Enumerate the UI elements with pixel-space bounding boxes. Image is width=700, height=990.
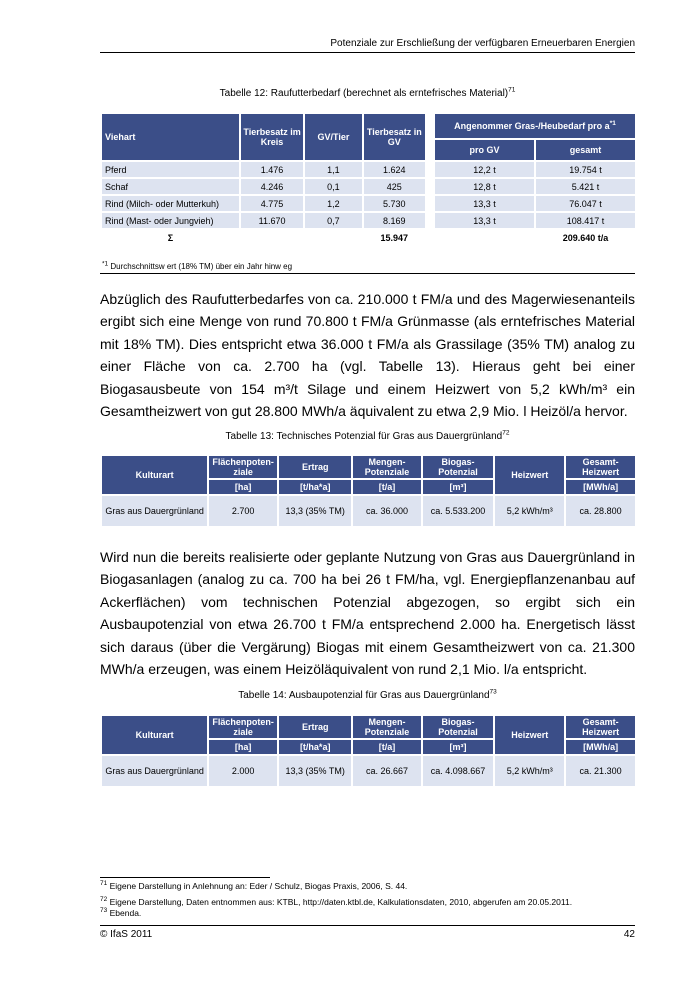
table14-col-mengen: Mengen-Potenziale bbox=[353, 716, 420, 738]
table13-col-heizwert: Heizwert bbox=[495, 456, 564, 494]
table13 bbox=[100, 454, 637, 528]
table13-col-kulturart: Kulturart bbox=[102, 456, 207, 494]
table13-col-biogas: Biogas-Potenzial bbox=[423, 456, 494, 478]
cell-gesamt: 108.417 t bbox=[536, 213, 635, 228]
table-row bbox=[102, 162, 425, 177]
table12-col-tierbesatz: Tierbesatz im Kreis bbox=[241, 114, 303, 160]
footer-copyright: © IfaS 2011 bbox=[100, 929, 153, 940]
page-number: 42 bbox=[623, 929, 635, 940]
cell-ertrag: 13,3 (35% TM) bbox=[279, 496, 351, 526]
table13-unit-ertrag: [t/ha*a] bbox=[279, 480, 351, 494]
cell-biogas: ca. 5.533.200 bbox=[423, 496, 494, 526]
table14-caption-text: Tabelle 14: Ausbaupotenzial für Gras aus Dauergrünland bbox=[238, 690, 490, 701]
table12-right-header-footnote: *1 bbox=[609, 120, 616, 127]
table13-unit-biogas: [m³] bbox=[423, 480, 494, 494]
table14-caption-footnote: 73 bbox=[489, 688, 497, 696]
cell-gesamt: 5.421 t bbox=[536, 179, 635, 194]
cell-viehart: Rind (Mast- oder Jungvieh) bbox=[102, 213, 239, 228]
table-row bbox=[102, 196, 425, 211]
sum-symbol: Σ bbox=[102, 230, 239, 245]
table12-caption bbox=[100, 88, 635, 99]
sum-gv: 15.947 bbox=[364, 230, 425, 245]
table14-col-biogas: Biogas-Potenzial bbox=[423, 716, 494, 738]
table13-col-gesamt: Gesamt-Heizwert bbox=[566, 456, 635, 478]
body-paragraph-2: Wird nun die bereits realisierte oder geplante Nutzung von Gras aus Dauergrünland in Biogasanlagen (analog zu ca. 700 ha bei 26 t FM/ha, vgl. Energiepflanzenanbau auf Ackerflächen) vom technischen Potenzial abgezogen, so ergibt sich ein Ausbaupotenzial von etwa 26.700 t FM/a entsprechend 2.000 ha. Energetisch lässt sich daraus (über die Vergärung) Biogas mit einem Gesamtheizwert von ca. 21.300 MWh/a erzeugen, was einem Heizöläquivalent von rund 2,1 Mio. l/a entspricht. bbox=[100, 549, 635, 678]
footnote-number: 71 bbox=[100, 880, 108, 888]
table13-unit-gesamt: [MWh/a] bbox=[566, 480, 635, 494]
sum-row bbox=[435, 230, 635, 245]
table14-col-gesamt: Gesamt-Heizwert bbox=[566, 716, 635, 738]
table-row bbox=[102, 213, 425, 228]
table12-right-header: Angenommer Gras-/Heubedarf pro $a^{*1}$ bbox=[435, 114, 635, 138]
body-paragraph-1: Abzüglich des Raufutterbedarfes von ca. 210.000 t FM/a und des Magerwiesenanteils ergibt sich eine Menge von rund 70.800 t FM/a Grünmasse (als erntefrisches Material mit 18% TM). Dies entspricht etwa 36.000 t FM/a als Grassilage (35% TM) analog zu einer Fläche von ca. 2.700 ha (vgl. Tabelle 13). Hieraus geht bei einer Biogasausbeute von 154 m³/t Silage und einem Heizwert von 5,2 kWh/m³ ein Gesamtheizwert von gut 28.800 MWh/a äquivalent zu etwa 2,9 Mio. l Heizöl/a hervor. bbox=[100, 291, 635, 420]
cell-viehart: Rind (Milch- oder Mutterkuh) bbox=[102, 196, 239, 211]
cell-mengen: ca. 26.667 bbox=[353, 756, 420, 786]
cell-tierbesatz: 4.775 bbox=[241, 196, 303, 211]
table12-left bbox=[100, 112, 427, 247]
table13-col-mengen: Mengen-Potenziale bbox=[353, 456, 420, 478]
cell-tierbesatz: 4.246 bbox=[241, 179, 303, 194]
cell-pro-gv: 13,3 t bbox=[435, 213, 534, 228]
table14 bbox=[100, 714, 637, 788]
table13-col-ertrag: Ertrag bbox=[279, 456, 351, 478]
table14-unit-ertrag: [t/ha*a] bbox=[279, 740, 351, 754]
table-row bbox=[102, 496, 635, 526]
running-header: Potenziale zur Erschließung der verfügbaren Erneuerbaren Energien bbox=[330, 38, 635, 49]
cell-ertrag: 13,3 (35% TM) bbox=[279, 756, 351, 786]
footnote-71 bbox=[100, 881, 407, 891]
table14-unit-flaeche: [ha] bbox=[209, 740, 277, 754]
cell-gv: 1.624 bbox=[364, 162, 425, 177]
table14-col-ertrag: Ertrag bbox=[279, 716, 351, 738]
cell-pro-gv: 12,2 t bbox=[435, 162, 534, 177]
footnote-divider bbox=[100, 877, 270, 878]
footnote-72 bbox=[100, 897, 572, 907]
cell-kulturart: Gras aus Dauergrünland bbox=[102, 496, 207, 526]
footnote-text: Eigene Darstellung, Daten entnommen aus: KTBL, http://daten.ktbl.de, Kalkulationsdaten, 2010, abgerufen am 20.05.2011. bbox=[109, 897, 573, 907]
cell-gesamt: ca. 21.300 bbox=[566, 756, 635, 786]
cell-gv-tier: 0,1 bbox=[305, 179, 361, 194]
table14-caption bbox=[100, 690, 635, 701]
cell-gv: 5.730 bbox=[364, 196, 425, 211]
cell-pro-gv: 12,8 t bbox=[435, 179, 534, 194]
cell-pro-gv: 13,3 t bbox=[435, 196, 534, 211]
cell-tierbesatz: 11.670 bbox=[241, 213, 303, 228]
cell-kulturart: Gras aus Dauergrünland bbox=[102, 756, 207, 786]
table12-col-gv-tier: GV/Tier bbox=[305, 114, 361, 160]
table-row bbox=[435, 213, 635, 228]
table-row bbox=[435, 196, 635, 211]
table12-caption-footnote: 71 bbox=[508, 86, 516, 94]
table13-caption bbox=[100, 431, 635, 442]
cell-gv-tier: 0,7 bbox=[305, 213, 361, 228]
cell-flaeche: 2.700 bbox=[209, 496, 277, 526]
table14-col-heizwert: Heizwert bbox=[495, 716, 564, 754]
footnote-text: Ebenda. bbox=[109, 908, 142, 918]
cell-biogas: ca. 4.098.667 bbox=[423, 756, 494, 786]
footnote-number: 72 bbox=[100, 896, 108, 904]
table12-col-pro-gv: pro GV bbox=[435, 140, 534, 160]
cell-heizwert: 5,2 kWh/m³ bbox=[495, 496, 564, 526]
cell-gv-tier: 1,2 bbox=[305, 196, 361, 211]
cell-flaeche: 2.000 bbox=[209, 756, 277, 786]
table12-note bbox=[102, 262, 292, 271]
sum-gesamt: 209.640 t/a bbox=[536, 230, 635, 245]
header-divider bbox=[100, 52, 635, 53]
table12-col-tierbesatz-gv: Tierbesatz in GV bbox=[364, 114, 425, 160]
table12-note-marker: *1 bbox=[102, 260, 109, 268]
table13-caption-footnote: 72 bbox=[502, 429, 510, 437]
cell-gesamt: 19.754 t bbox=[536, 162, 635, 177]
cell-gv: 8.169 bbox=[364, 213, 425, 228]
table14-unit-gesamt: [MWh/a] bbox=[566, 740, 635, 754]
table13-unit-flaeche: [ha] bbox=[209, 480, 277, 494]
table-row bbox=[435, 162, 635, 177]
sum-row bbox=[102, 230, 425, 245]
table13-caption-text: Tabelle 13: Technisches Potenzial für Gras aus Dauergrünland bbox=[225, 431, 503, 442]
cell-mengen: ca. 36.000 bbox=[353, 496, 420, 526]
table14-unit-biogas: [m³] bbox=[423, 740, 494, 754]
cell-tierbesatz: 1.476 bbox=[241, 162, 303, 177]
table-row bbox=[102, 756, 635, 786]
cell-gesamt: ca. 28.800 bbox=[566, 496, 635, 526]
cell-viehart: Pferd bbox=[102, 162, 239, 177]
cell-gesamt: 76.047 t bbox=[536, 196, 635, 211]
table12-col-gesamt: gesamt bbox=[536, 140, 635, 160]
table12-note-text: Durchschnittsw ert (18% TM) über ein Jahr hinw eg bbox=[108, 262, 293, 271]
table12-right bbox=[433, 112, 637, 247]
table12-bottom-rule bbox=[100, 273, 635, 274]
table13-col-flaeche: Flächenpoten-ziale bbox=[209, 456, 277, 478]
table13-unit-mengen: [t/a] bbox=[353, 480, 420, 494]
footer-divider bbox=[100, 925, 635, 926]
footnote-73 bbox=[100, 908, 141, 918]
table-row bbox=[102, 179, 425, 194]
table14-col-flaeche: Flächenpoten-ziale bbox=[209, 716, 277, 738]
footnote-text: Eigene Darstellung in Anlehnung an: Eder / Schulz, Biogas Praxis, 2006, S. 44. bbox=[109, 881, 408, 891]
footnote-number: 73 bbox=[100, 907, 108, 915]
cell-gv: 425 bbox=[364, 179, 425, 194]
table14-col-kulturart: Kulturart bbox=[102, 716, 207, 754]
cell-viehart: Schaf bbox=[102, 179, 239, 194]
cell-gv-tier: 1,1 bbox=[305, 162, 361, 177]
table-row bbox=[435, 179, 635, 194]
cell-heizwert: 5,2 kWh/m³ bbox=[495, 756, 564, 786]
table12-caption-text: Tabelle 12: Raufutterbedarf (berechnet als erntefrisches Material) bbox=[219, 88, 509, 99]
table14-unit-mengen: [t/a] bbox=[353, 740, 420, 754]
table12-col-viehart: Viehart bbox=[102, 114, 239, 160]
